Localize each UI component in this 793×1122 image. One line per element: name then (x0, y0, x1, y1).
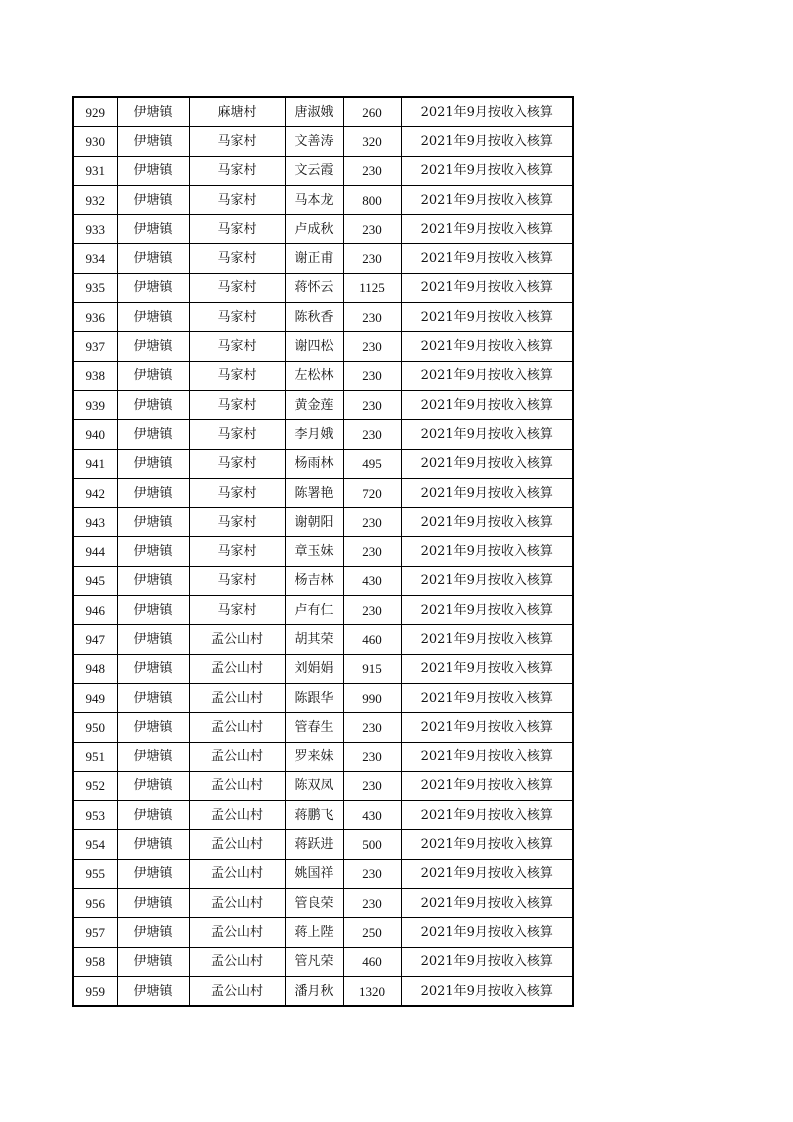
cell-village: 马家村 (189, 420, 285, 449)
cell-amount: 230 (343, 889, 401, 918)
cell-note: 2021年9月按收入核算 (401, 332, 573, 361)
cell-note: 2021年9月按收入核算 (401, 244, 573, 273)
cell-person-name: 胡其荣 (285, 625, 343, 654)
cell-village: 孟公山村 (189, 859, 285, 888)
cell-village: 孟公山村 (189, 918, 285, 947)
cell-person-name: 陈署艳 (285, 478, 343, 507)
table-row (73, 185, 573, 214)
cell-village: 马家村 (189, 273, 285, 302)
cell-town: 伊塘镇 (117, 713, 189, 742)
cell-seq-number: 938 (73, 361, 117, 390)
cell-seq-number: 931 (73, 156, 117, 185)
cell-seq-number: 955 (73, 859, 117, 888)
cell-town: 伊塘镇 (117, 508, 189, 537)
cell-seq-number: 944 (73, 537, 117, 566)
cell-seq-number: 936 (73, 303, 117, 332)
cell-note: 2021年9月按收入核算 (401, 156, 573, 185)
cell-town: 伊塘镇 (117, 771, 189, 800)
cell-person-name: 蒋鹏飞 (285, 801, 343, 830)
cell-note: 2021年9月按收入核算 (401, 683, 573, 712)
cell-seq-number: 932 (73, 185, 117, 214)
cell-amount: 915 (343, 654, 401, 683)
cell-town: 伊塘镇 (117, 801, 189, 830)
cell-amount: 230 (343, 156, 401, 185)
table-row (73, 771, 573, 800)
cell-amount: 460 (343, 947, 401, 976)
cell-amount: 230 (343, 332, 401, 361)
cell-amount: 230 (343, 361, 401, 390)
table-row (73, 947, 573, 976)
cell-person-name: 管良荣 (285, 889, 343, 918)
cell-note: 2021年9月按收入核算 (401, 654, 573, 683)
cell-village: 马家村 (189, 508, 285, 537)
cell-village: 孟公山村 (189, 654, 285, 683)
cell-town: 伊塘镇 (117, 390, 189, 419)
cell-person-name: 章玉妹 (285, 537, 343, 566)
cell-note: 2021年9月按收入核算 (401, 449, 573, 478)
cell-amount: 230 (343, 713, 401, 742)
cell-town: 伊塘镇 (117, 185, 189, 214)
cell-village: 孟公山村 (189, 976, 285, 1006)
table-row (73, 215, 573, 244)
cell-town: 伊塘镇 (117, 976, 189, 1006)
cell-town: 伊塘镇 (117, 596, 189, 625)
cell-village: 孟公山村 (189, 801, 285, 830)
cell-village: 孟公山村 (189, 830, 285, 859)
table-row (73, 918, 573, 947)
cell-seq-number: 950 (73, 713, 117, 742)
table-row (73, 390, 573, 419)
cell-seq-number: 949 (73, 683, 117, 712)
cell-note: 2021年9月按收入核算 (401, 830, 573, 859)
cell-village: 孟公山村 (189, 947, 285, 976)
cell-note: 2021年9月按收入核算 (401, 390, 573, 419)
table-row (73, 420, 573, 449)
cell-village: 马家村 (189, 596, 285, 625)
cell-note: 2021年9月按收入核算 (401, 361, 573, 390)
cell-note: 2021年9月按收入核算 (401, 976, 573, 1006)
cell-village: 马家村 (189, 390, 285, 419)
cell-village: 马家村 (189, 215, 285, 244)
cell-village: 马家村 (189, 303, 285, 332)
cell-village: 孟公山村 (189, 771, 285, 800)
cell-note: 2021年9月按收入核算 (401, 566, 573, 595)
cell-seq-number: 957 (73, 918, 117, 947)
cell-village: 马家村 (189, 478, 285, 507)
cell-town: 伊塘镇 (117, 273, 189, 302)
cell-seq-number: 929 (73, 97, 117, 127)
cell-person-name: 潘月秋 (285, 976, 343, 1006)
cell-town: 伊塘镇 (117, 127, 189, 156)
table-row (73, 332, 573, 361)
cell-seq-number: 947 (73, 625, 117, 654)
cell-seq-number: 939 (73, 390, 117, 419)
cell-seq-number: 952 (73, 771, 117, 800)
cell-note: 2021年9月按收入核算 (401, 537, 573, 566)
cell-amount: 230 (343, 742, 401, 771)
cell-town: 伊塘镇 (117, 303, 189, 332)
cell-amount: 230 (343, 537, 401, 566)
cell-village: 马家村 (189, 244, 285, 273)
cell-person-name: 黄金莲 (285, 390, 343, 419)
cell-person-name: 姚国祥 (285, 859, 343, 888)
cell-town: 伊塘镇 (117, 361, 189, 390)
cell-seq-number: 943 (73, 508, 117, 537)
cell-person-name: 蒋怀云 (285, 273, 343, 302)
cell-town: 伊塘镇 (117, 683, 189, 712)
cell-amount: 460 (343, 625, 401, 654)
cell-note: 2021年9月按收入核算 (401, 742, 573, 771)
cell-note: 2021年9月按收入核算 (401, 420, 573, 449)
cell-note: 2021年9月按收入核算 (401, 859, 573, 888)
cell-seq-number: 948 (73, 654, 117, 683)
cell-town: 伊塘镇 (117, 244, 189, 273)
cell-person-name: 刘娟娟 (285, 654, 343, 683)
table-row (73, 537, 573, 566)
table-row (73, 742, 573, 771)
cell-amount: 230 (343, 390, 401, 419)
cell-amount: 990 (343, 683, 401, 712)
cell-village: 孟公山村 (189, 625, 285, 654)
cell-amount: 250 (343, 918, 401, 947)
table-row (73, 244, 573, 273)
cell-note: 2021年9月按收入核算 (401, 215, 573, 244)
table-row (73, 596, 573, 625)
table-row (73, 654, 573, 683)
cell-village: 马家村 (189, 156, 285, 185)
cell-person-name: 谢正甫 (285, 244, 343, 273)
cell-person-name: 蒋上陛 (285, 918, 343, 947)
cell-person-name: 卢成秋 (285, 215, 343, 244)
cell-note: 2021年9月按收入核算 (401, 625, 573, 654)
cell-seq-number: 951 (73, 742, 117, 771)
table-row (73, 449, 573, 478)
cell-note: 2021年9月按收入核算 (401, 918, 573, 947)
cell-village: 马家村 (189, 361, 285, 390)
cell-amount: 230 (343, 859, 401, 888)
cell-person-name: 谢四松 (285, 332, 343, 361)
cell-town: 伊塘镇 (117, 830, 189, 859)
cell-village: 孟公山村 (189, 889, 285, 918)
cell-seq-number: 942 (73, 478, 117, 507)
table-row (73, 713, 573, 742)
cell-person-name: 罗来妹 (285, 742, 343, 771)
cell-note: 2021年9月按收入核算 (401, 771, 573, 800)
cell-town: 伊塘镇 (117, 889, 189, 918)
cell-town: 伊塘镇 (117, 625, 189, 654)
table-body (73, 97, 573, 1006)
table-row (73, 127, 573, 156)
cell-village: 马家村 (189, 127, 285, 156)
cell-person-name: 李月娥 (285, 420, 343, 449)
cell-seq-number: 941 (73, 449, 117, 478)
cell-note: 2021年9月按收入核算 (401, 947, 573, 976)
cell-town: 伊塘镇 (117, 742, 189, 771)
cell-person-name: 唐淑娥 (285, 97, 343, 127)
cell-note: 2021年9月按收入核算 (401, 508, 573, 537)
cell-town: 伊塘镇 (117, 947, 189, 976)
cell-seq-number: 954 (73, 830, 117, 859)
cell-amount: 430 (343, 566, 401, 595)
cell-seq-number: 934 (73, 244, 117, 273)
cell-seq-number: 959 (73, 976, 117, 1006)
cell-note: 2021年9月按收入核算 (401, 801, 573, 830)
cell-note: 2021年9月按收入核算 (401, 185, 573, 214)
table-row (73, 361, 573, 390)
cell-note: 2021年9月按收入核算 (401, 478, 573, 507)
cell-amount: 320 (343, 127, 401, 156)
cell-person-name: 马本龙 (285, 185, 343, 214)
cell-seq-number: 937 (73, 332, 117, 361)
cell-village: 麻塘村 (189, 97, 285, 127)
cell-amount: 230 (343, 771, 401, 800)
cell-town: 伊塘镇 (117, 478, 189, 507)
cell-town: 伊塘镇 (117, 537, 189, 566)
cell-town: 伊塘镇 (117, 332, 189, 361)
cell-person-name: 左松林 (285, 361, 343, 390)
cell-amount: 1125 (343, 273, 401, 302)
cell-seq-number: 933 (73, 215, 117, 244)
cell-town: 伊塘镇 (117, 215, 189, 244)
cell-amount: 500 (343, 830, 401, 859)
cell-person-name: 文善涛 (285, 127, 343, 156)
cell-person-name: 陈秋香 (285, 303, 343, 332)
cell-village: 马家村 (189, 566, 285, 595)
cell-person-name: 杨吉林 (285, 566, 343, 595)
cell-person-name: 文云霞 (285, 156, 343, 185)
table-row (73, 508, 573, 537)
table-row (73, 156, 573, 185)
table-row (73, 683, 573, 712)
cell-seq-number: 935 (73, 273, 117, 302)
cell-amount: 1320 (343, 976, 401, 1006)
cell-note: 2021年9月按收入核算 (401, 889, 573, 918)
cell-town: 伊塘镇 (117, 859, 189, 888)
cell-seq-number: 930 (73, 127, 117, 156)
table-row (73, 801, 573, 830)
table-row (73, 625, 573, 654)
cell-person-name: 管凡荣 (285, 947, 343, 976)
cell-amount: 230 (343, 420, 401, 449)
cell-amount: 800 (343, 185, 401, 214)
cell-town: 伊塘镇 (117, 918, 189, 947)
cell-person-name: 陈跟华 (285, 683, 343, 712)
cell-town: 伊塘镇 (117, 156, 189, 185)
cell-amount: 230 (343, 244, 401, 273)
cell-amount: 230 (343, 303, 401, 332)
cell-amount: 720 (343, 478, 401, 507)
table-row (73, 478, 573, 507)
cell-seq-number: 946 (73, 596, 117, 625)
cell-amount: 230 (343, 596, 401, 625)
table-row (73, 97, 573, 127)
cell-village: 孟公山村 (189, 713, 285, 742)
cell-seq-number: 945 (73, 566, 117, 595)
table-row (73, 889, 573, 918)
cell-village: 马家村 (189, 332, 285, 361)
cell-village: 马家村 (189, 185, 285, 214)
cell-town: 伊塘镇 (117, 420, 189, 449)
cell-person-name: 陈双凤 (285, 771, 343, 800)
table-row (73, 566, 573, 595)
cell-village: 马家村 (189, 537, 285, 566)
cell-note: 2021年9月按收入核算 (401, 713, 573, 742)
cell-amount: 230 (343, 215, 401, 244)
cell-amount: 495 (343, 449, 401, 478)
cell-village: 孟公山村 (189, 742, 285, 771)
cell-person-name: 卢有仁 (285, 596, 343, 625)
cell-village: 孟公山村 (189, 683, 285, 712)
table-row (73, 273, 573, 302)
cell-seq-number: 953 (73, 801, 117, 830)
cell-note: 2021年9月按收入核算 (401, 303, 573, 332)
table-row (73, 859, 573, 888)
cell-amount: 430 (343, 801, 401, 830)
cell-note: 2021年9月按收入核算 (401, 596, 573, 625)
cell-amount: 230 (343, 508, 401, 537)
cell-town: 伊塘镇 (117, 566, 189, 595)
cell-note: 2021年9月按收入核算 (401, 97, 573, 127)
cell-town: 伊塘镇 (117, 97, 189, 127)
cell-person-name: 管春生 (285, 713, 343, 742)
cell-town: 伊塘镇 (117, 449, 189, 478)
cell-person-name: 谢朝阳 (285, 508, 343, 537)
cell-village: 马家村 (189, 449, 285, 478)
cell-note: 2021年9月按收入核算 (401, 273, 573, 302)
cell-seq-number: 956 (73, 889, 117, 918)
cell-town: 伊塘镇 (117, 654, 189, 683)
cell-person-name: 蒋跃进 (285, 830, 343, 859)
assistance-table (72, 96, 574, 1007)
table-row (73, 303, 573, 332)
cell-seq-number: 958 (73, 947, 117, 976)
cell-seq-number: 940 (73, 420, 117, 449)
table-row (73, 830, 573, 859)
cell-note: 2021年9月按收入核算 (401, 127, 573, 156)
table-row (73, 976, 573, 1006)
cell-person-name: 杨雨林 (285, 449, 343, 478)
cell-amount: 260 (343, 97, 401, 127)
